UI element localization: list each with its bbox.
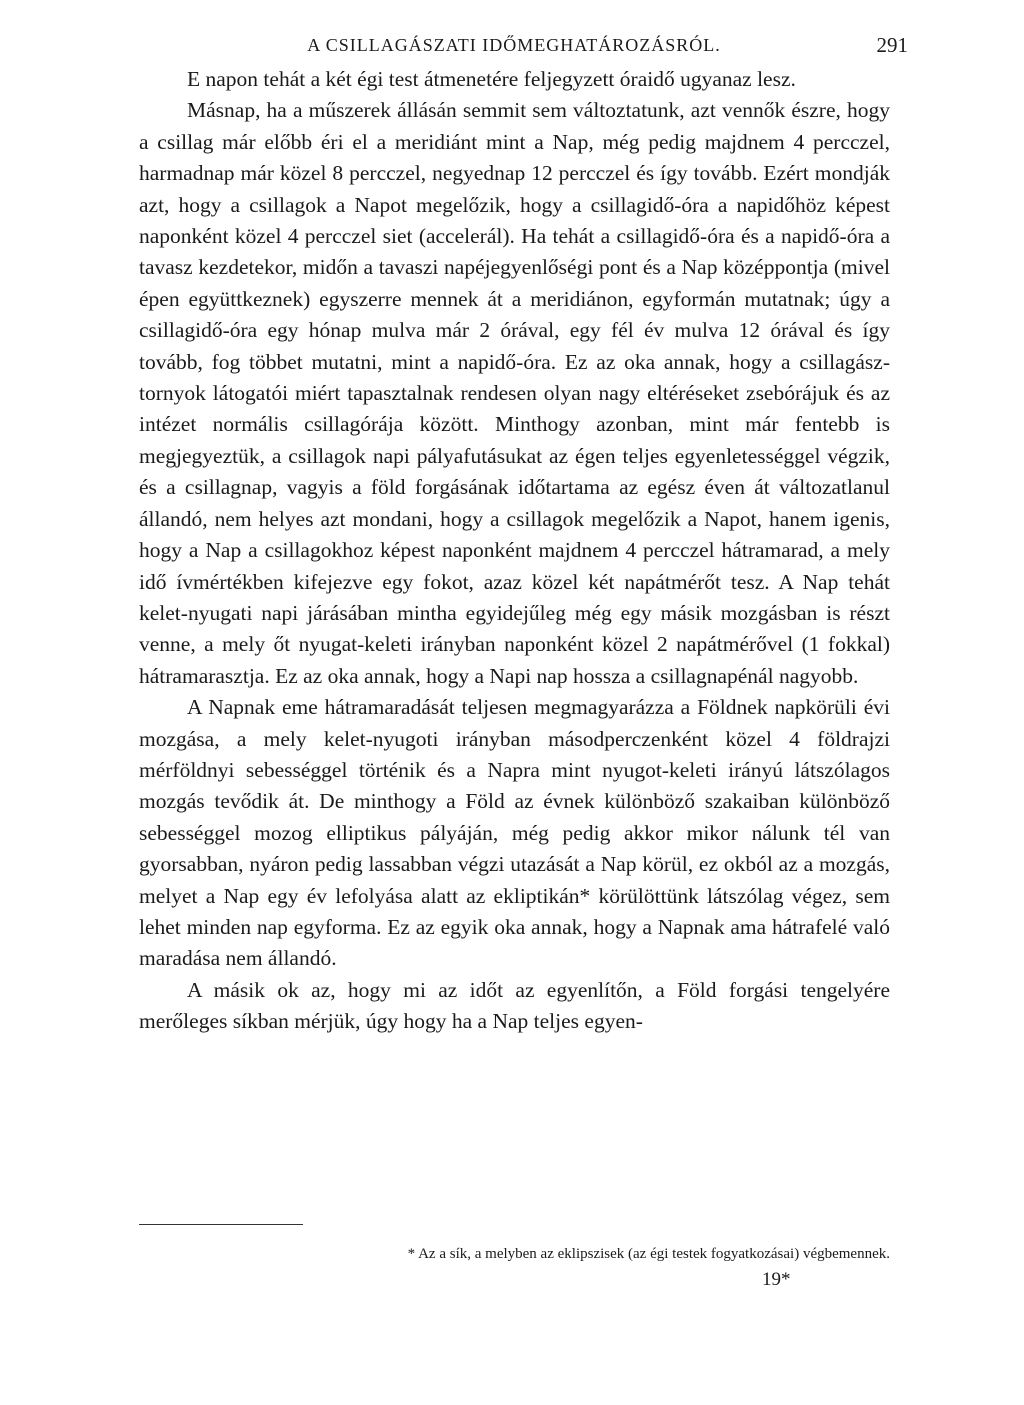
body-text (139, 64, 890, 1038)
paragraph-4: A másik ok az, hogy mi az időt az egyenlítőn, a Föld forgási tengelyére merőleges síkban mérjük, úgy hogy ha a Nap teljes egyen- (139, 977, 890, 1034)
page-number: 291 (876, 33, 908, 57)
footnote: * Az a sík, a melyben az eklipszisek (az égi testek fogyatkozásai) végbemennek. (407, 1246, 890, 1262)
paragraph-3: A Napnak eme hátramaradását teljesen megmagyarázza a Földnek napkörüli évi mozgása, a mely kelet-nyugoti irányban másodperczenként közel 4 földrajzi mérföldnyi sebességgel történik és a Napra mint nyugot-keleti irányú látszólagos mozgás tevődik át. De minthogy a Föld az évnek különböző szakaiban különböző sebességgel mozog elliptikus pályáján, még pedig akkor mikor nálunk tél van gyorsabban, nyáron pedig lassabban végzi utazását a Nap körül, ez okból az a mozgás, melyet a Nap egy év lefolyása alatt az ekliptikán* körülöttünk látszólag végez, sem lehet minden nap egyforma. Ez az egyik oka annak, hogy a Napnak ama hátrafelé való maradása nem állandó. (139, 695, 890, 971)
running-title: A CSILLAGÁSZATI IDŐMEGHATÁROZÁSRÓL. (307, 35, 721, 55)
paragraph-2: Másnap, ha a műszerek állásán semmit sem változtatunk, azt vennők észre, hogy a csillag már előbb éri el a meridiánt mint a Nap, még pedig majdnem 4 percczel, harmadnap már közel 8 percczel, negyednap 12 percczel és így tovább. Ezért mondják azt, hogy a csillagok a Napot megelőzik, hogy a csillagidő-óra a napidőhöz képest naponként közel 4 percczel siet (accelerál). Ha tehát a csillagidő-óra és a napidő-óra a tavasz kezdetekor, midőn a tavaszi napéjegyenlőségi pont és a Nap középpontja (mivel épen együttkeznek) egyszerre mennek át a meridiánon, egyformán mutatnak; úgy a csillagidő-óra egy hónap mulva már 2 órával, egy fél év mulva 12 órával és így tovább, fog többet mutatni, mint a napidő-óra. Ez az oka annak, hogy a csillagász-tornyok látogatói miért tapasztalnak rendesen olyan nagy eltéréseket zsebórájuk és az intézet normális csillagórája között. Minthogy azonban, mint már fentebb is megjegyeztük, a csillagok napi pályafutásukat az égen teljes egyenletességgel végzik, és a csillagnap, vagyis a föld forgásának időtartama az egész éven át változatlanul állandó, nem helyes azt mondani, hogy a csillagok megelőzik a Napot, hanem igenis, hogy a Nap a csillagokhoz képest naponként majdnem 4 percczel hátramarad, a mely idő ívmértékben kifejezve egy fokot, azaz közel két napátmérőt tesz. A Nap tehát kelet-nyugati napi járásában mintha egyidejűleg még egy másik mozgásban is részt venne, a mely őt nyugat-keleti irányban naponként közel 2 napátmérővel (1 fokkal) hátramarasztja. Ez az oka annak, hogy a Napi nap hossza a csillagnapénál nagyobb. (139, 98, 890, 688)
signature-mark: 19* (762, 1269, 791, 1290)
paragraph-1: E napon tehát a két égi test átmenetére feljegyzett óraidő ugyanaz lesz. (187, 67, 796, 91)
footnote-rule (139, 1224, 303, 1225)
running-head (120, 30, 908, 60)
